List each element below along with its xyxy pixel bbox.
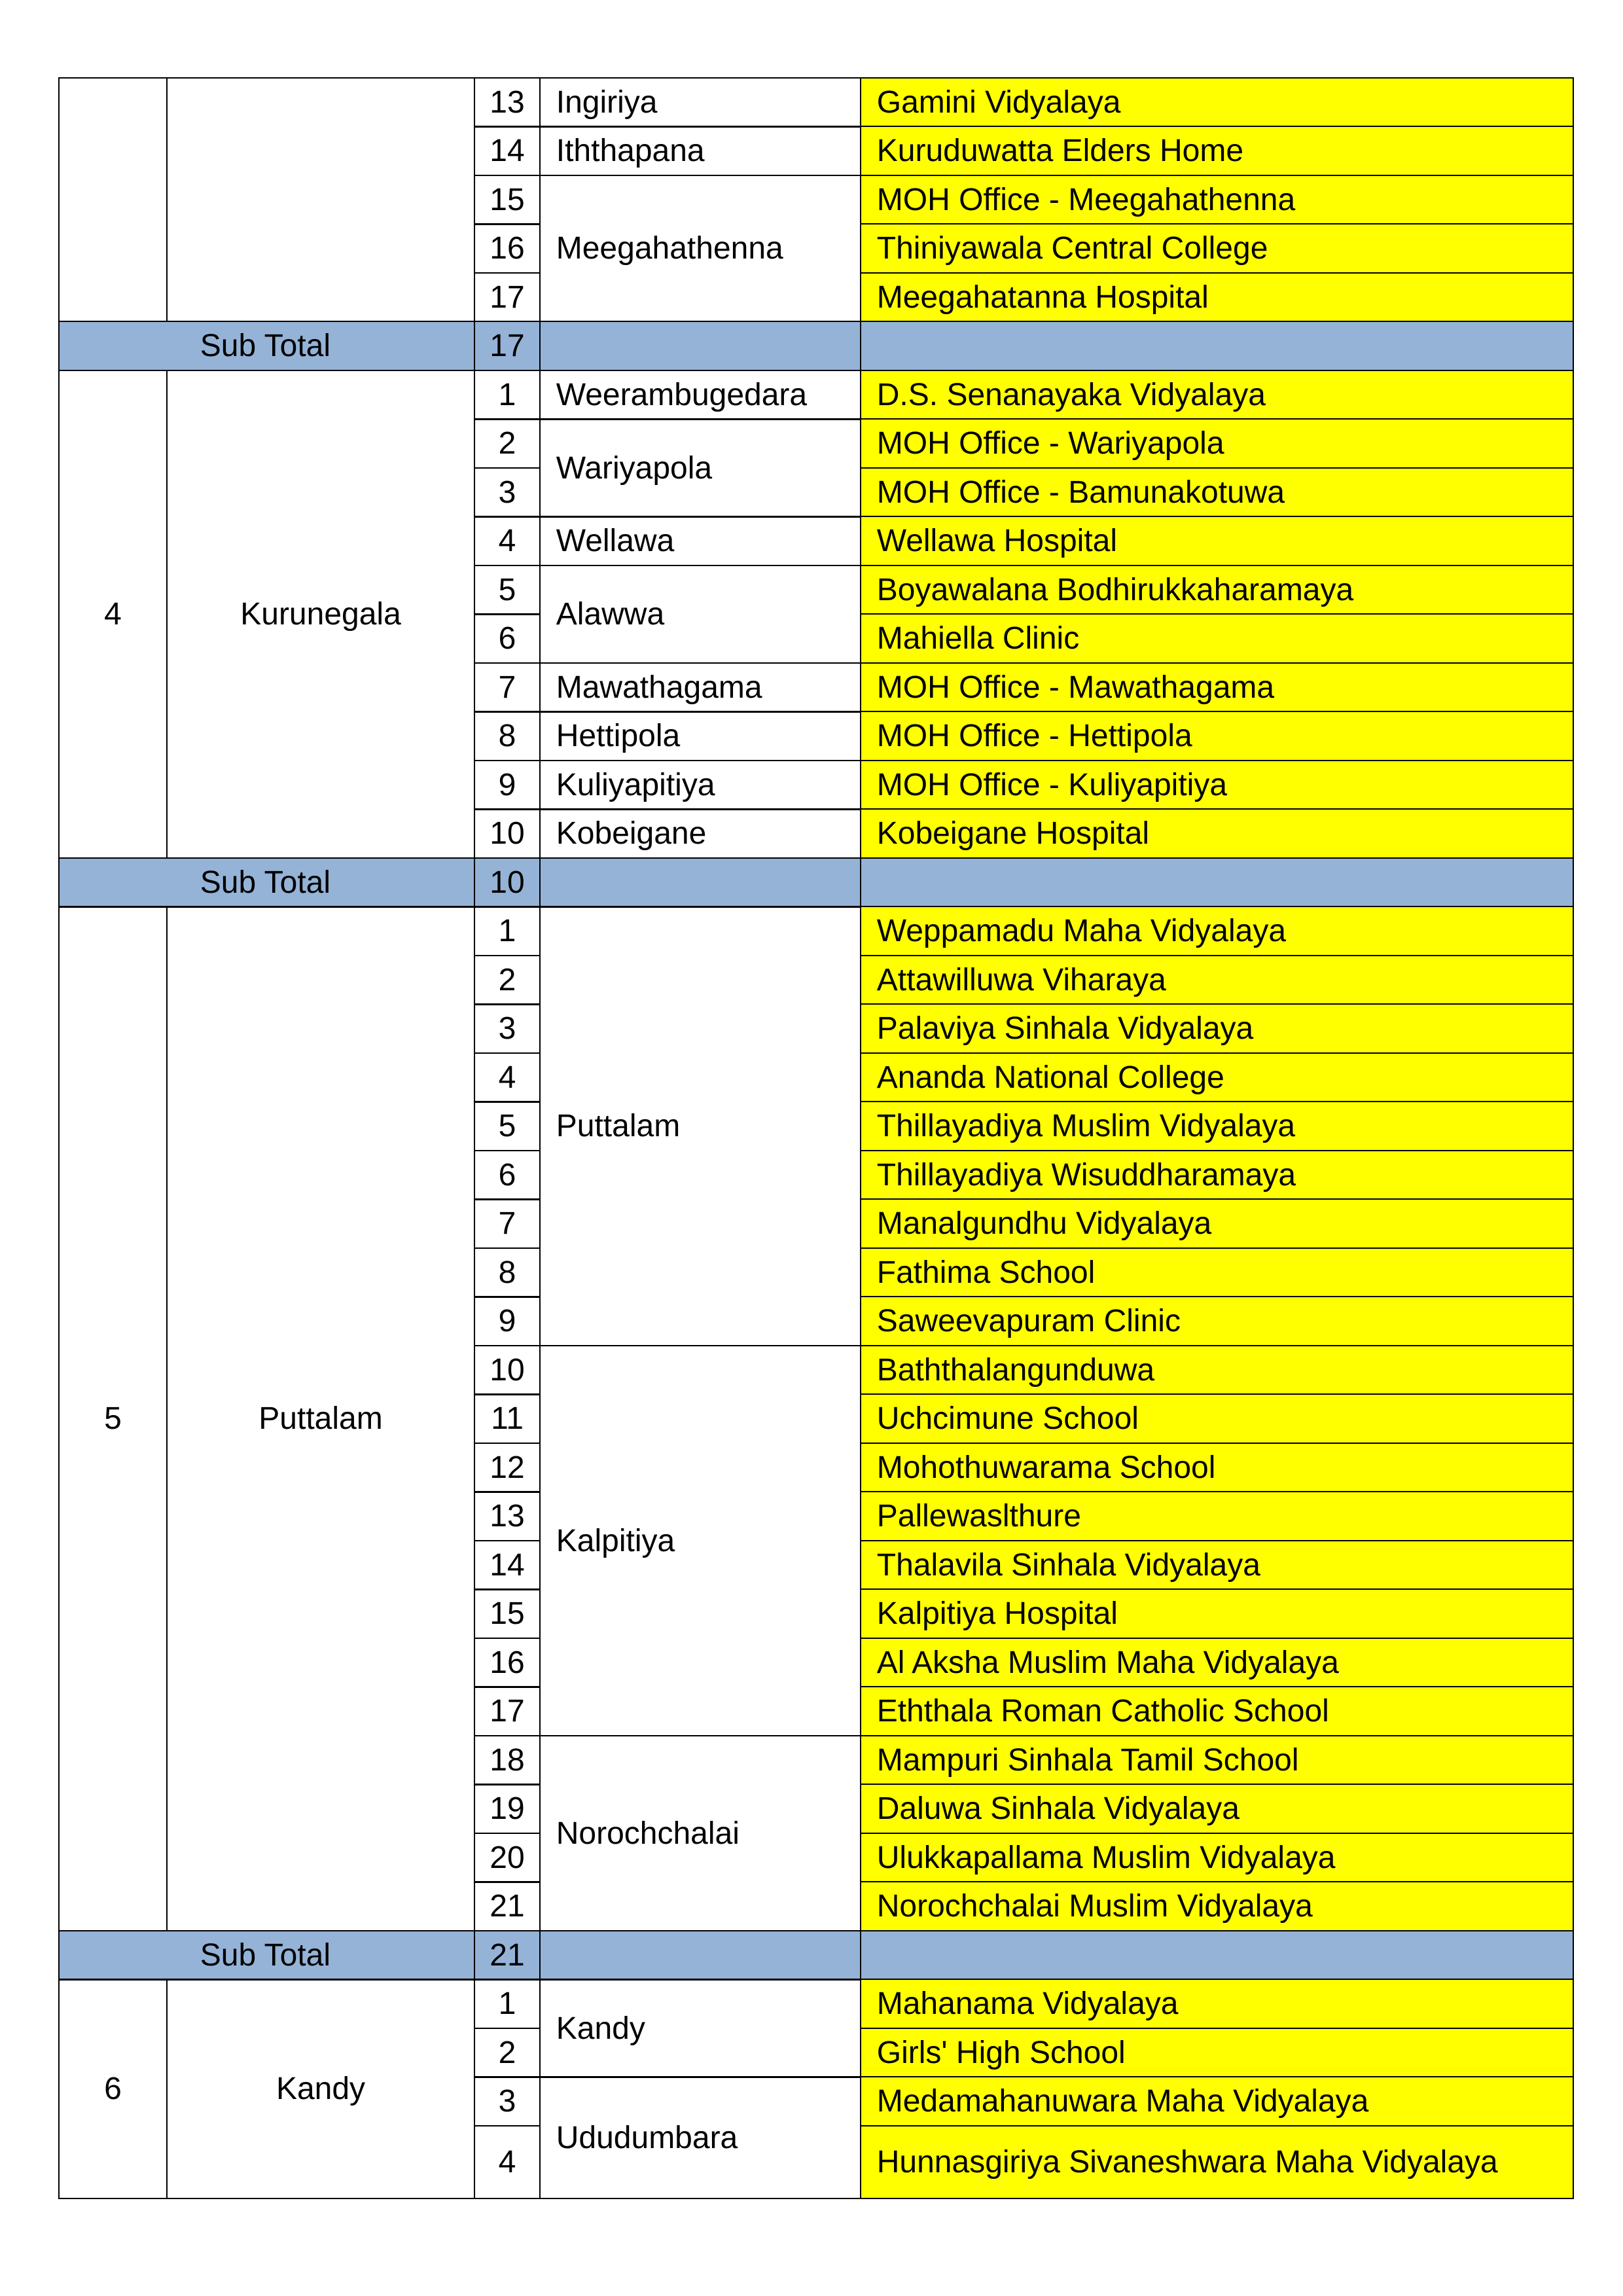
row-number: 21 bbox=[474, 1881, 541, 1931]
venue-name: Norochchalai Muslim Vidyalaya bbox=[860, 1881, 1575, 1931]
venue-name: Mohothuwarama School bbox=[860, 1443, 1575, 1493]
row-number: 3 bbox=[474, 1003, 541, 1054]
venue-name: Fathima School bbox=[860, 1247, 1575, 1298]
row-number: 5 bbox=[474, 1101, 541, 1151]
venue-name: MOH Office - Kuliyapitiya bbox=[860, 760, 1575, 810]
venue-name: Eththala Roman Catholic School bbox=[860, 1686, 1575, 1736]
row-number: 13 bbox=[474, 1491, 541, 1541]
venue-name: Boyawalana Bodhirukkaharamaya bbox=[860, 565, 1575, 615]
row-number: 18 bbox=[474, 1735, 541, 1785]
venue-name: Uchcimune School bbox=[860, 1393, 1575, 1444]
venue-name: Thiniyawala Central College bbox=[860, 223, 1575, 274]
venue-name: D.S. Senanayaka Vidyalaya bbox=[860, 370, 1575, 420]
row-number: 13 bbox=[474, 77, 541, 128]
row-number: 8 bbox=[474, 1247, 541, 1298]
venue-name: Girls' High School bbox=[860, 2028, 1575, 2078]
row-number: 4 bbox=[474, 516, 541, 566]
moh-area: Wariyapola bbox=[539, 418, 862, 518]
row-number: 3 bbox=[474, 2076, 541, 2126]
venue-name: Saweevapuram Clinic bbox=[860, 1296, 1575, 1346]
moh-area: Kobeigane bbox=[539, 808, 862, 859]
subtotal-count: 10 bbox=[474, 857, 541, 908]
row-number: 1 bbox=[474, 906, 541, 956]
row-number: 12 bbox=[474, 1443, 541, 1493]
row-number: 2 bbox=[474, 2028, 541, 2078]
moh-area: Puttalam bbox=[539, 906, 862, 1346]
district-number: 6 bbox=[58, 1979, 168, 2199]
row-number: 6 bbox=[474, 613, 541, 664]
row-number: 2 bbox=[474, 418, 541, 469]
venue-name: Baththalangunduwa bbox=[860, 1345, 1575, 1395]
venue-name: Pallewaslthure bbox=[860, 1491, 1575, 1541]
moh-area: Weerambugedara bbox=[539, 370, 862, 420]
row-number: 9 bbox=[474, 760, 541, 810]
venue-name: Thillayadiya Muslim Vidyalaya bbox=[860, 1101, 1575, 1151]
row-number: 10 bbox=[474, 808, 541, 859]
moh-area: Alawwa bbox=[539, 565, 862, 664]
row-number: 3 bbox=[474, 467, 541, 518]
district-number: 4 bbox=[58, 370, 168, 859]
moh-area: Kalpitiya bbox=[539, 1345, 862, 1737]
row-number: 11 bbox=[474, 1393, 541, 1444]
row-number: 1 bbox=[474, 370, 541, 420]
row-number: 16 bbox=[474, 1638, 541, 1688]
venue-name: MOH Office - Wariyapola bbox=[860, 418, 1575, 469]
subtotal-label: Sub Total bbox=[58, 1930, 476, 1981]
row-number: 14 bbox=[474, 126, 541, 176]
row-number: 4 bbox=[474, 2125, 541, 2200]
subtotal-blank-area bbox=[539, 321, 862, 371]
venue-name: MOH Office - Mawathagama bbox=[860, 662, 1575, 713]
row-number: 6 bbox=[474, 1150, 541, 1200]
subtotal-blank-venue bbox=[860, 857, 1575, 908]
moh-area: Wellawa bbox=[539, 516, 862, 566]
venue-name: Al Aksha Muslim Maha Vidyalaya bbox=[860, 1638, 1575, 1688]
row-number: 10 bbox=[474, 1345, 541, 1395]
row-number: 17 bbox=[474, 272, 541, 323]
row-number: 7 bbox=[474, 1198, 541, 1249]
subtotal-blank-area bbox=[539, 1930, 862, 1981]
venue-name: Weppamadu Maha Vidyalaya bbox=[860, 906, 1575, 956]
row-number: 20 bbox=[474, 1833, 541, 1883]
venue-name: Mahanama Vidyalaya bbox=[860, 1979, 1575, 2029]
row-number: 14 bbox=[474, 1540, 541, 1590]
row-number: 4 bbox=[474, 1052, 541, 1103]
venue-name: Hunnasgiriya Sivaneshwara Maha Vidyalaya bbox=[860, 2125, 1575, 2200]
venue-name: Medamahanuwara Maha Vidyalaya bbox=[860, 2076, 1575, 2126]
moh-area: Meegahathenna bbox=[539, 175, 862, 323]
moh-area: Norochchalai bbox=[539, 1735, 862, 1932]
moh-area: Kandy bbox=[539, 1979, 862, 2078]
row-number: 5 bbox=[474, 565, 541, 615]
moh-area: Ududumbara bbox=[539, 2076, 862, 2199]
venue-name: Mampuri Sinhala Tamil School bbox=[860, 1735, 1575, 1785]
subtotal-blank-venue bbox=[860, 1930, 1575, 1981]
venue-table bbox=[59, 78, 1573, 2240]
moh-area: Iththapana bbox=[539, 126, 862, 176]
venue-name: Kobeigane Hospital bbox=[860, 808, 1575, 859]
venue-name: MOH Office - Hettipola bbox=[860, 711, 1575, 761]
venue-name: Manalgundhu Vidyalaya bbox=[860, 1198, 1575, 1249]
district-name bbox=[166, 77, 476, 323]
venue-name: Thillayadiya Wisuddharamaya bbox=[860, 1150, 1575, 1200]
venue-name: Kalpitiya Hospital bbox=[860, 1588, 1575, 1639]
row-number: 16 bbox=[474, 223, 541, 274]
moh-area: Kuliyapitiya bbox=[539, 760, 862, 810]
venue-name: Ulukkapallama Muslim Vidyalaya bbox=[860, 1833, 1575, 1883]
subtotal-label: Sub Total bbox=[58, 857, 476, 908]
district-number bbox=[58, 77, 168, 323]
venue-name: Kuruduwatta Elders Home bbox=[860, 126, 1575, 176]
subtotal-blank-venue bbox=[860, 321, 1575, 371]
subtotal-count: 17 bbox=[474, 321, 541, 371]
row-number: 7 bbox=[474, 662, 541, 713]
row-number: 17 bbox=[474, 1686, 541, 1736]
district-number: 5 bbox=[58, 906, 168, 1931]
row-number: 15 bbox=[474, 175, 541, 225]
moh-area: Hettipola bbox=[539, 711, 862, 761]
venue-name: Mahiella Clinic bbox=[860, 613, 1575, 664]
row-number: 19 bbox=[474, 1784, 541, 1834]
venue-name: MOH Office - Bamunakotuwa bbox=[860, 467, 1575, 518]
subtotal-label: Sub Total bbox=[58, 321, 476, 371]
venue-name: Meegahatanna Hospital bbox=[860, 272, 1575, 323]
moh-area: Mawathagama bbox=[539, 662, 862, 713]
venue-name: Palaviya Sinhala Vidyalaya bbox=[860, 1003, 1575, 1054]
district-name: Kandy bbox=[166, 1979, 476, 2199]
moh-area: Ingiriya bbox=[539, 77, 862, 128]
venue-name: Attawilluwa Viharaya bbox=[860, 955, 1575, 1005]
venue-name: Ananda National College bbox=[860, 1052, 1575, 1103]
venue-name: MOH Office - Meegahathenna bbox=[860, 175, 1575, 225]
row-number: 9 bbox=[474, 1296, 541, 1346]
row-number: 15 bbox=[474, 1588, 541, 1639]
subtotal-blank-area bbox=[539, 857, 862, 908]
venue-name: Wellawa Hospital bbox=[860, 516, 1575, 566]
row-number: 1 bbox=[474, 1979, 541, 2029]
venue-name: Gamini Vidyalaya bbox=[860, 77, 1575, 128]
venue-name: Daluwa Sinhala Vidyalaya bbox=[860, 1784, 1575, 1834]
venue-name: Thalavila Sinhala Vidyalaya bbox=[860, 1540, 1575, 1590]
row-number: 2 bbox=[474, 955, 541, 1005]
district-name: Puttalam bbox=[166, 906, 476, 1931]
subtotal-count: 21 bbox=[474, 1930, 541, 1981]
district-name: Kurunegala bbox=[166, 370, 476, 859]
row-number: 8 bbox=[474, 711, 541, 761]
